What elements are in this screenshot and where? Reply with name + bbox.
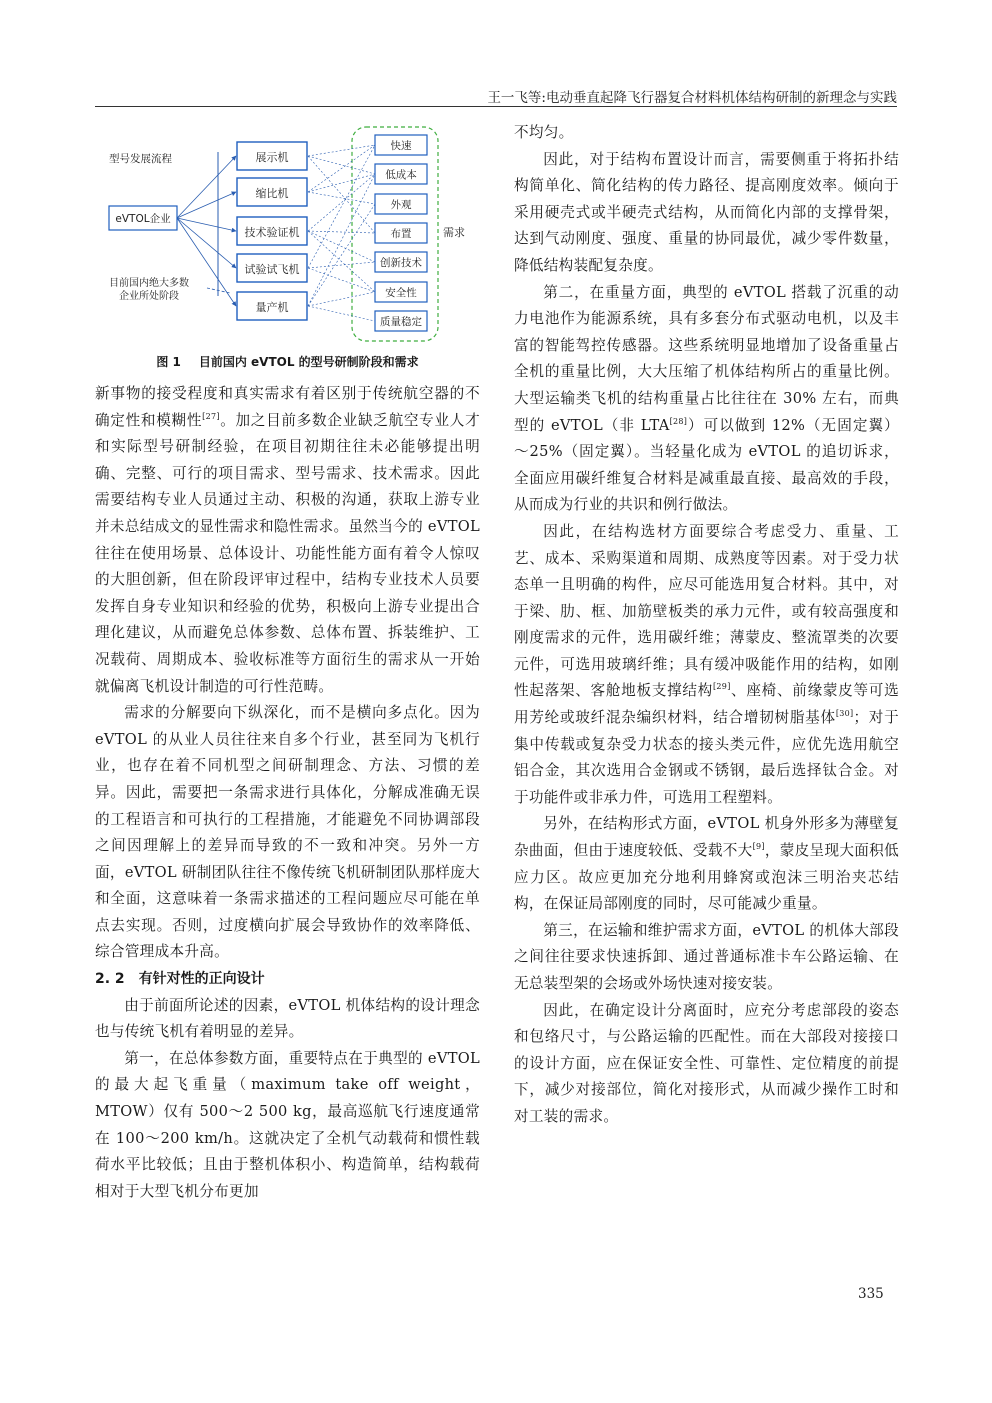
- running-header: 王一飞等:电动垂直起降飞行器复合材料机体结构研制的新理念与实践: [487, 90, 897, 106]
- process-label: 型号发展流程: [109, 153, 172, 165]
- right-paragraph-0: 不均匀。: [514, 124, 574, 141]
- stage-test-flight: 试验试飞机: [244, 263, 300, 276]
- right-paragraph-2: 第二，在重量方面，典型的 eVTOL 搭载了沉重的动力电池作为能源系统，具有多套分布式驱动电机，以及丰富的智能驾控传感器。这些系统明显地增加了设备重量占全机的重量比例，大大压缩了机体结构所占的重量比例。大型运输类飞机的结构重量占比往往在 30% 左右，而典型的 eVTOL（非 LTA[28]）可以做到 12%（无固定翼）～25%（固定翼）。当轻量化成为 eVTOL 的追切诉求，全面应用碳纤维复合材料是减重最直接、最高效的手段，从而成为行业的共识和例行做法。: [514, 283, 900, 514]
- req-safety: 安全性: [385, 287, 417, 299]
- left-paragraph-1: 新事物的接受程度和真实需求有着区别于传统航空器的不确定性和模糊性[27]。加之目前多数企业缺乏航空专业人才和实际型号研制经验，在项目初期往往未必能够提出明确、完整、可行的项目需求、型号需求、技术需求。因此需要结构专业人员通过主动、积极的沟通，获取上游专业并未总结成文的显性需求和隐性需求。虽然当今的 eVTOL 往往在使用场景、总体设计、功能性能方面有着令人惊叹的大胆创新，但在阶段评审过程中，结构专业技术人员要发挥自身专业知识和经验的优势，积极向上游专业提出合理化建议，从而避免总体参数、总体布置、拆装维护、工况载荷、周期成本、验收标准等方面衍生的需求从一开始就偏离飞机设计制造的可行性范畴。: [95, 385, 480, 695]
- right-paragraph-1: 因此，对于结构布置设计而言，需要侧重于将拓扑结构简单化、简化结构的传力路径、提高刚度效率。倾向于采用硬壳式或半硬壳式结构，从而简化内部的支撑骨架，达到气动刚度、强度、重量的协同最优，减少零件数量，降低结构装配复杂度。: [514, 150, 899, 274]
- requirements-label: 需求: [443, 226, 465, 239]
- section-heading-2-2: [95, 966, 480, 993]
- citation-9: [9]: [752, 842, 765, 852]
- req-appearance: 外观: [390, 199, 412, 211]
- req-quality: 质量稳定: [380, 316, 422, 328]
- figure-caption: [95, 353, 480, 370]
- stage-demo: 展示机: [255, 151, 289, 164]
- section-number: 2. 2: [95, 971, 125, 988]
- req-innovation: 创新技术: [380, 257, 422, 269]
- stage-scale: 缩比机: [255, 187, 289, 200]
- citation-27: [27]: [202, 411, 220, 421]
- company-label: eVTOL企业: [115, 213, 171, 225]
- requirement-boxes: [375, 135, 427, 331]
- citation-29: [29]: [713, 682, 731, 692]
- figure-1-diagram: [95, 118, 480, 353]
- stage-production: 量产机: [255, 301, 289, 314]
- right-column: [514, 120, 899, 1131]
- right-paragraph-5: 第三，在运输和维护需求方面，eVTOL 的机体大部段之间往往要求快速拆卸、通过普通标准卡车公路运输、在无总装型架的会场或外场快速对接安装。: [514, 921, 899, 992]
- req-fast: 快速: [390, 140, 412, 152]
- req-layout: 布置: [390, 228, 412, 240]
- citation-28: [28]: [669, 416, 688, 426]
- stage-requirement-links: [308, 145, 375, 321]
- right-paragraph-6: 因此，在确定设计分离面时，应充分考虑部段的姿态和包络尺寸，与公路运输的匹配性。而在大部段对接接口的设计方面，应在保证安全性、可靠性、定位精度的前提下，减少对接部位，简化对接形式，从而减少操作工时和对工装的需求。: [514, 1001, 899, 1125]
- figure-caption-text: 目前国内 eVTOL 的型号研制阶段和需求: [198, 355, 419, 369]
- citation-30: [30]: [835, 709, 854, 719]
- right-paragraph-4: 另外，在结构形式方面，eVTOL 机身外形多为薄壁复杂曲面，但由于速度较低、受载不大[9]，蒙皮呈现大面积低应力区。故应更加充分地利用蜂窝或泡沫三明治夹芯结构，在保证局部刚度的同时，尽可能减少重量。: [514, 815, 899, 913]
- figure-1: [95, 118, 480, 368]
- right-paragraph-3: 因此，在结构选材方面要综合考虑受力、重量、工艺、成本、采购渠道和周期、成熟度等因素。对于受力状态单一且明确的构件，应尽可能选用复合材料。其中，对于梁、肋、框、加筋壁板类的承力元件，或有较高强度和刚度需求的元件，选用碳纤维；薄蒙皮、整流罩类的次要元件，可选用玻璃纤维；具有缓冲吸能作用的结构，如刚性起落架、客舱地板支撑结构[29]、座椅、前缘蒙皮等可选用芳纶或玻纤混杂编织材料，结合增韧树脂基体[30]；对于集中传载或复杂受力状态的接头类元件，应优先选用航空铝合金，其次选用合金钢或不锈钢，最后选择钛合金。对于功能件或非承力件，可选用工程塑料。: [514, 522, 899, 806]
- req-low-cost: 低成本: [385, 169, 417, 181]
- stage-label-line2: 企业所处阶段: [119, 291, 179, 302]
- left-paragraph-2: 需求的分解要向下纵深化，而不是横向多点化。因为 eVTOL 的从业人员往往来自多个行业，甚至同为飞机行业，也存在着不同机型之间研制理念、方法、习惯的差异。因此，需要把一条需求进行具体化，分解成准确无误的工程语言和可执行的工程措施，才能避免不同协调部段之间因理解上的差异而导致的不一致和冲突。另外一方面，eVTOL 研制团队往往不像传统飞机研制团队那样庞大和全面，这意味着一条需求描述的工程问题应尽可能在单点去实现。否则，过度横向扩展会导致协作的效率降低、综合管理成本升高。: [95, 704, 480, 961]
- stage-label-line1: 目前国内绝大多数: [109, 278, 189, 289]
- figure-caption-number: 图 1: [156, 355, 181, 369]
- page-number: 335: [858, 1286, 884, 1302]
- section-title: 有针对性的正向设计: [138, 971, 265, 988]
- left-paragraph-3: 由于前面所论述的因素，eVTOL 机体结构的设计理念也与传统飞机有着明显的差异。: [95, 996, 480, 1041]
- left-paragraph-4: 第一，在总体参数方面，重要特点在于典型的 eVTOL 的最大起飞重量（maximum take off weight，MTOW）仅有 500～2 500 kg，最高巡航飞行速度通常在 100～200 km/h。这就决定了全机气动载荷和惯性载荷水平比较低；且由于整机体积小、构造简单，结构载荷相对于大型飞机分布更加: [95, 1049, 480, 1200]
- stage-boxes: [237, 142, 307, 320]
- left-column: [95, 381, 480, 1205]
- stage-tech-demo: 技术验证机: [244, 226, 300, 239]
- header-rule: [95, 106, 897, 107]
